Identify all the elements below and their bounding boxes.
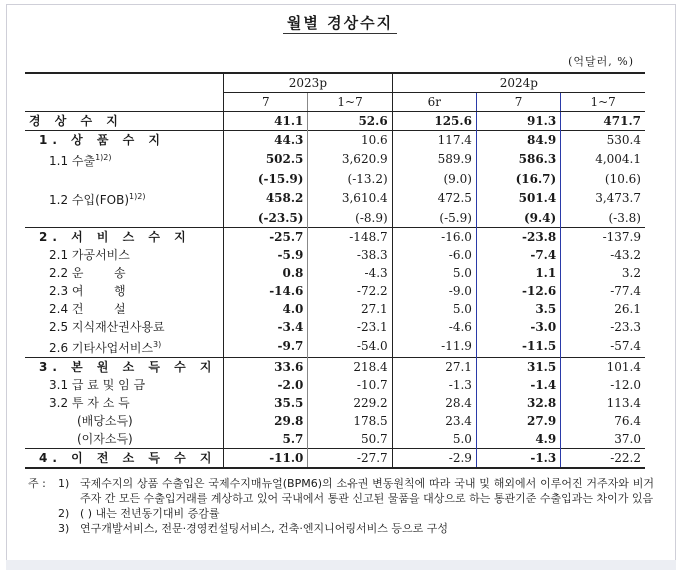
table-cell: 1.1 [476,264,560,282]
table-cell: (9.4) [476,209,560,228]
footnote-1 [28,476,654,506]
page-title: 월별 경상수지 [0,12,680,33]
table-cell: -27.7 [308,449,392,469]
row-label: 3. 본 원 소 득 수 지 [25,358,224,377]
table-cell: 27.1 [392,358,476,377]
header-blank [25,73,224,112]
table-cell: -43.2 [610,247,641,262]
row-label: 1.1 수출$^{1)2)}$ [49,153,112,168]
table-row [25,412,645,430]
table-cell: -1.3 [392,376,476,394]
table-cell: 4,004.1 [595,152,641,166]
table-cell: 4.9 [476,430,560,449]
table-cell: 530.4 [561,131,645,150]
table-cell: -6.0 [392,246,476,264]
table-cell: 27.1 [308,300,392,318]
table-cell: (-5.9) [392,209,476,228]
table-cell: 3,610.4 [308,188,392,209]
table-cell: (-23.5) [224,209,308,228]
row-label: 2.1 가공서비스 [49,247,130,262]
header-month: 7 [224,93,308,112]
table-cell: 178.5 [308,412,392,430]
table-cell: 101.4 [561,358,645,377]
table-cell: -11.9 [392,336,476,358]
table-row [25,430,645,449]
table-cell: -9.0 [392,282,476,300]
table-cell: -2.0 [224,376,308,394]
footnote-number: 3) [58,522,70,535]
table-cell: 502.5 [224,149,308,170]
footnote-2 [28,506,654,521]
table-cell: 5.0 [392,264,476,282]
table-cell: 3.2 [621,265,641,280]
footnote-ref: 1)2) [95,153,112,162]
table-cell: -1.3 [476,449,560,469]
table-row [25,188,645,209]
table-cell: 23.4 [392,412,476,430]
header-year-2023: 2023p [224,73,393,93]
table-row [25,131,645,150]
header-year-row [25,73,645,93]
table-cell: 41.1 [224,112,308,131]
table-cell: (9.0) [392,170,476,188]
table-cell: 37.0 [614,431,641,446]
table-cell: -10.7 [308,376,392,394]
table-cell: 229.2 [308,394,392,412]
table-cell: 458.2 [224,188,308,209]
row-label: 2.5 지식재산권사용료 [49,319,165,334]
table-cell: 5.0 [392,300,476,318]
table-row [25,246,645,264]
table-cell: -5.9 [224,246,308,264]
footnote-number: 1) [58,477,70,490]
footnotes [28,476,654,536]
table-cell: -4.3 [308,264,392,282]
header-year-2024: 2024p [392,73,645,93]
table-row [25,300,645,318]
table-cell: 472.5 [392,188,476,209]
table-cell: 3,620.9 [308,149,392,170]
table-cell: -25.7 [224,228,308,247]
footnote-text: 국제수지의 상품 수출입은 국제수지매뉴얼(BPM6)의 소유권 변동원칙에 따라 국내 및 해외에서 이루어진 거주자와 비거주자 간 모든 수출입거래를 계상하고 있어 국내에서 통관 신고된 물품을 대상으로 하는 통관기준 수출입과는 차이가 있음 [80,477,654,505]
footnote-ref: 1)2) [129,192,146,201]
table-cell: -23.1 [308,318,392,336]
table-cell: -9.7 [224,336,308,358]
table-cell: -38.3 [308,246,392,264]
table-cell: 117.4 [392,131,476,150]
table-cell: -57.4 [610,339,641,353]
row-label: 2.4 건 설 [49,301,126,316]
table-cell: 3.5 [476,300,560,318]
table-cell: -148.7 [308,228,392,247]
table-row [25,149,645,170]
table-cell: -12.6 [476,282,560,300]
table-row [25,282,645,300]
table-cell: 44.3 [224,131,308,150]
header-month: 1~7 [308,93,392,112]
row-label [25,209,224,228]
table-row [25,170,645,188]
footnote-text: 연구개발서비스, 전문·경영컨설팅서비스, 건축·엔지니어링서비스 등으로 구성 [80,522,449,535]
table-cell: 91.3 [476,112,560,131]
table-cell: -11.5 [476,336,560,358]
table-cell: 586.3 [476,149,560,170]
table-row [25,449,645,469]
table-cell: -23.8 [476,228,560,247]
table-cell: 5.0 [392,430,476,449]
table-cell: 113.4 [606,395,641,410]
header-month: 1~7 [561,93,645,112]
table-cell: -137.9 [561,228,645,247]
table-cell: -14.6 [224,282,308,300]
table-cell: (-15.9) [224,170,308,188]
row-label: 2.3 여 행 [49,283,126,298]
table-cell: (-8.9) [308,209,392,228]
table-cell: 5.7 [224,430,308,449]
row-label: 3.1 급 료 및 임 금 [49,377,146,392]
table-cell: 27.9 [476,412,560,430]
table-cell: 501.4 [476,188,560,209]
footnote-ref: 3) [153,340,162,349]
table-cell: (10.6) [604,171,641,186]
table-cell: 3,473.7 [595,191,641,205]
table-cell: 52.6 [308,112,392,131]
table-cell: 471.7 [561,112,645,131]
header-month: 6r [392,93,476,112]
footnote-text: ( ) 내는 전년동기대비 증감률 [80,507,220,520]
table-cell: 32.8 [476,394,560,412]
table-row [25,336,645,358]
footnote-3 [28,521,654,536]
table-cell: (-13.2) [308,170,392,188]
table-cell: -72.2 [308,282,392,300]
table-cell: 31.5 [476,358,560,377]
row-label: 2.2 운 송 [49,265,126,280]
table-cell: 29.8 [224,412,308,430]
row-label: 1. 상 품 수 지 [25,131,224,150]
table-cell: -16.0 [392,228,476,247]
table-cell: (16.7) [476,170,560,188]
header-month-highlight: 7 [476,93,560,112]
window-bottom-bar [6,560,676,570]
row-label: 1.2 수입(FOB)$^{1)2)}$ [49,192,146,207]
table-cell: 218.4 [308,358,392,377]
table-cell: -1.4 [476,376,560,394]
table-cell: -23.3 [610,319,641,334]
table-cell: -4.6 [392,318,476,336]
table-cell: -2.9 [392,449,476,469]
row-label: 2.6 기타사업서비스$^{3)}$ [49,340,162,355]
footnote-lead: 주 : [28,477,46,490]
table-cell: -54.0 [308,336,392,358]
table-cell: 33.6 [224,358,308,377]
table-cell: 4.0 [224,300,308,318]
table-cell: -12.0 [610,377,641,392]
row-label: (이자소득) [77,431,133,446]
table-cell: -11.0 [224,449,308,469]
table-row [25,228,645,247]
table-cell: 589.9 [392,149,476,170]
footnote-number: 2) [58,507,70,520]
table-row [25,264,645,282]
table-cell: 28.4 [392,394,476,412]
row-label: (배당소득) [77,413,133,428]
table-row [25,112,645,131]
table-row [25,394,645,412]
table-cell: (-3.8) [608,210,641,225]
table-cell: 76.4 [614,413,641,428]
table-cell: 35.5 [224,394,308,412]
table-cell: 10.6 [308,131,392,150]
row-label: 3.2 투 자 소 득 [49,395,130,410]
row-label [25,170,224,188]
table-cell: 84.9 [476,131,560,150]
table-row [25,209,645,228]
table-cell: -3.4 [224,318,308,336]
table-cell: 0.8 [224,264,308,282]
row-label: 4. 이 전 소 득 수 지 [25,449,224,469]
row-label: 2. 서 비 스 수 지 [25,228,224,247]
table-row [25,376,645,394]
row-label: 경 상 수 지 [25,112,224,131]
table-cell: -7.4 [476,246,560,264]
current-account-table [25,72,645,469]
table-row [25,318,645,336]
table-row [25,358,645,377]
table-cell: -3.0 [476,318,560,336]
table-cell: 26.1 [614,301,641,316]
table-cell: 50.7 [308,430,392,449]
table-cell: 125.6 [392,112,476,131]
table-cell: -22.2 [561,449,645,469]
unit-label: (억달러, %) [568,55,634,68]
table-cell: -77.4 [610,283,641,298]
